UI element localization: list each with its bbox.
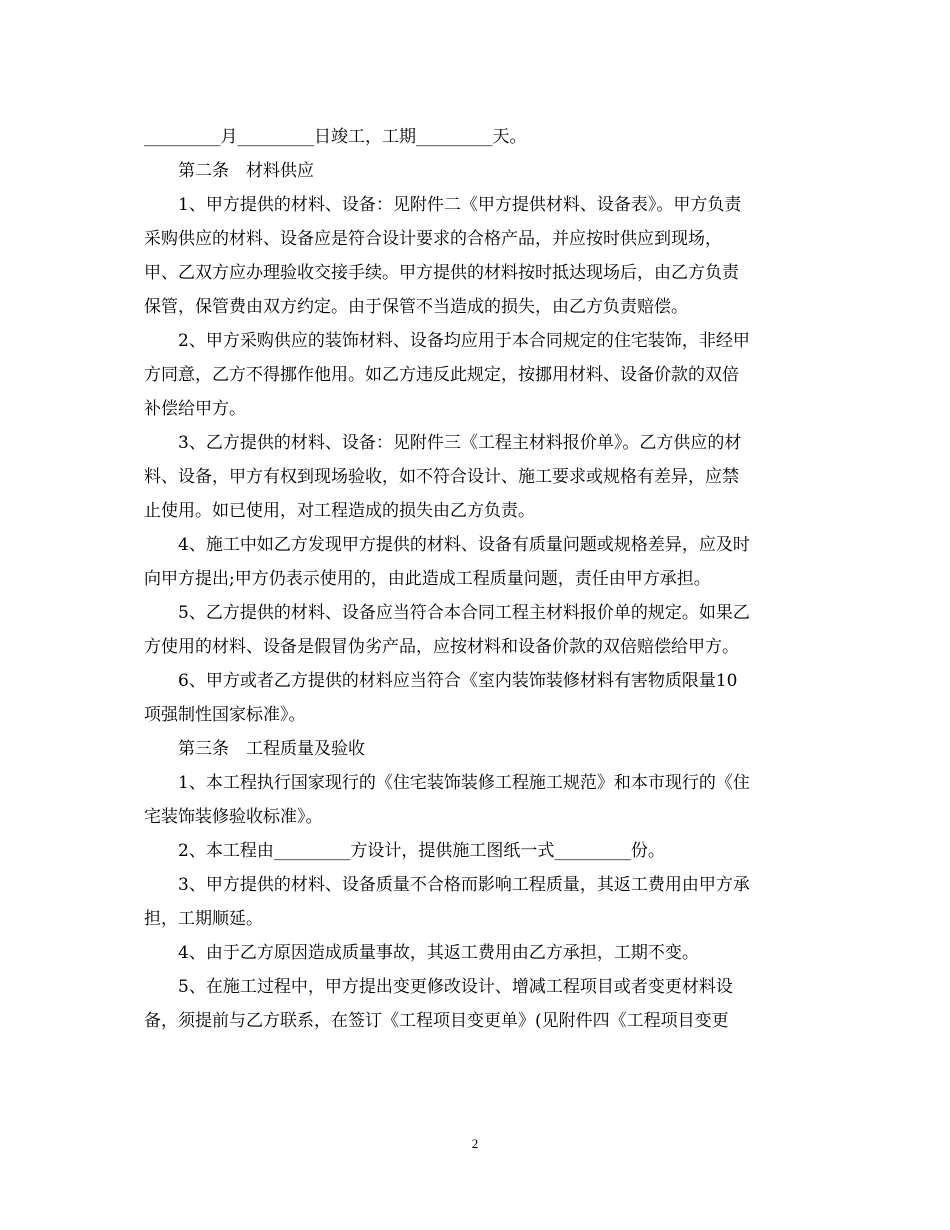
text-line: 担，工期顺延。	[144, 909, 263, 929]
text-line: _________月_________日竣工，工期_________天。	[144, 127, 527, 147]
text-line: 甲、乙双方应办理验收交接手续。甲方提供的材料按时抵达现场后，由乙方负责	[144, 263, 739, 283]
paragraph-line: 2、本工程由_________方设计，提供施工图纸一式_________份。	[178, 841, 665, 861]
paragraph-line: 5、乙方提供的材料、设备应当符合本合同工程主材料报价单的规定。如果乙	[178, 603, 750, 623]
text-line: 方使用的材料、设备是假冒伪劣产品，应按材料和设备价款的双倍赔偿给甲方。	[144, 637, 739, 657]
text-line: 止使用。如已使用，对工程造成的损失由乙方负责。	[144, 501, 535, 521]
paragraph-line: 1、本工程执行国家现行的《住宅装饰装修工程施工规范》和本市现行的《住	[178, 773, 750, 793]
text-line: 宅装饰装修验收标准》。	[144, 807, 323, 827]
paragraph-line: 4、施工中如乙方发现甲方提供的材料、设备有质量问题或规格差异，应及时	[178, 535, 750, 555]
page-number: 2	[471, 1136, 479, 1151]
section-heading: 第二条 材料供应	[178, 161, 314, 181]
text-line: 备，须提前与乙方联系，在签订《工程项目变更单》(见附件四《工程项目变更	[144, 1011, 729, 1031]
text-line: 项强制性国家标准》。	[144, 705, 306, 725]
paragraph-line: 1、甲方提供的材料、设备：见附件二《甲方提供材料、设备表》。甲方负责	[178, 195, 742, 215]
text-line: 向甲方提出;甲方仍表示使用的，由此造成工程质量问题，责任由甲方承担。	[144, 569, 711, 589]
paragraph-line: 3、乙方提供的材料、设备：见附件三《工程主材料报价单》。乙方供应的材	[178, 433, 742, 453]
text-line: 补偿给甲方。	[144, 399, 246, 419]
text-line: 方同意，乙方不得挪作他用。如乙方违反此规定，按挪用材料、设备价款的双倍	[144, 365, 739, 385]
paragraph-line: 3、甲方提供的材料、设备质量不合格而影响工程质量，其返工费用由甲方承	[178, 875, 750, 895]
text-line: 料、设备，甲方有权到现场验收，如不符合设计、施工要求或规格有差异，应禁	[144, 467, 739, 487]
paragraph-line: 5、在施工过程中，甲方提出变更修改设计、增减工程项目或者变更材料设	[178, 977, 733, 997]
section-heading: 第三条 工程质量及验收	[178, 739, 365, 759]
paragraph-line: 6、甲方或者乙方提供的材料应当符合《室内装饰装修材料有害物质限量10	[178, 671, 738, 691]
text-line: 保管，保管费由双方约定。由于保管不当造成的损失，由乙方负责赔偿。	[144, 297, 688, 317]
text-line: 采购供应的材料、设备应是符合设计要求的合格产品，并应按时供应到现场，	[144, 229, 722, 249]
document-body	[144, 120, 814, 1038]
paragraph-line: 4、由于乙方原因造成质量事故，其返工费用由乙方承担，工期不变。	[178, 943, 699, 963]
paragraph-line: 2、甲方采购供应的装饰材料、设备均应用于本合同规定的住宅装饰，非经甲	[178, 331, 750, 351]
